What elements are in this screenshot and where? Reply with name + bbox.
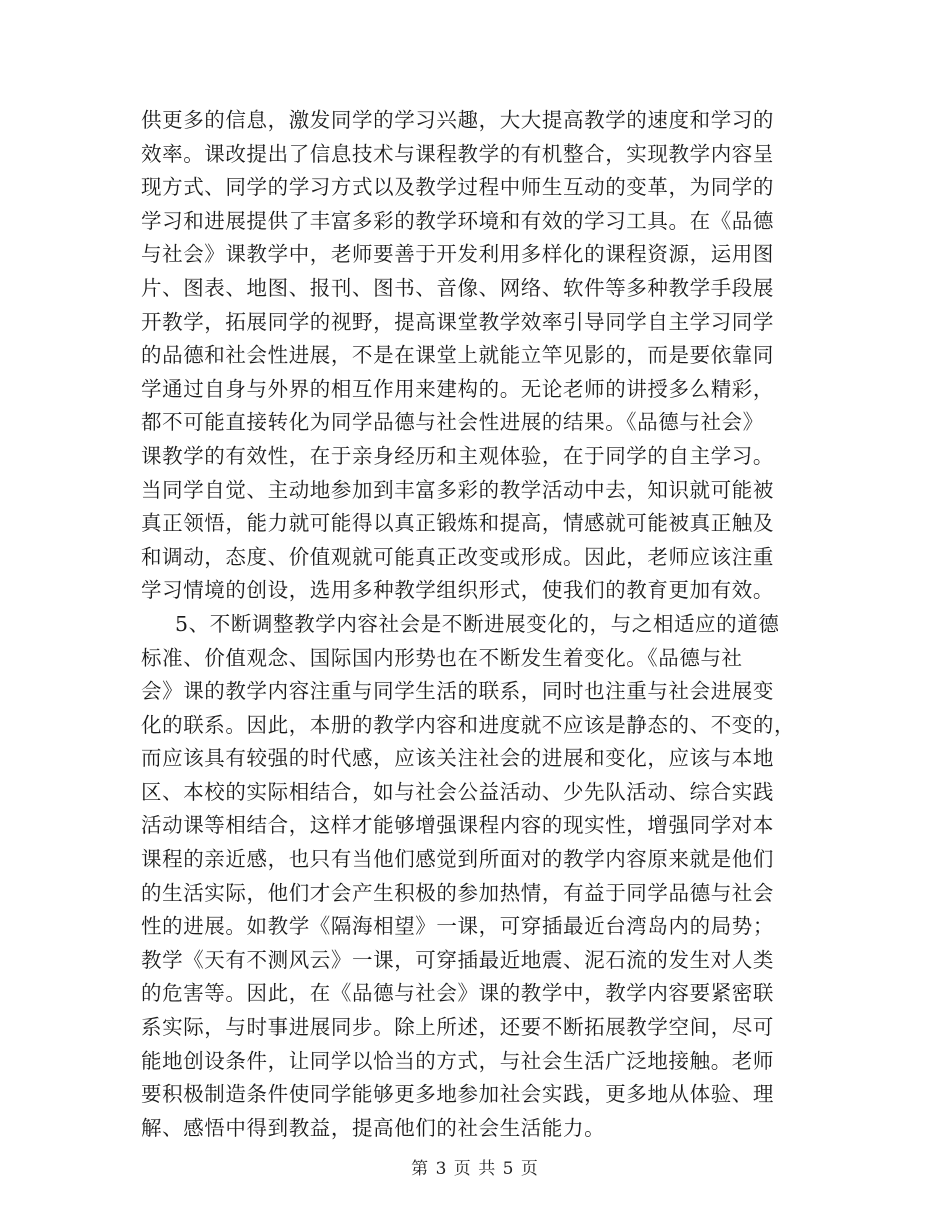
text-line: 的品德和社会性进展，不是在课堂上就能立竿见影的，而是要依靠同 [141,343,774,368]
text-line: 的危害等。因此，在《品德与社会》课的教学中，教学内容要紧密联 [141,981,774,1006]
text-line: 的生活实际，他们才会产生积极的参加热情，有益于同学品德与社会 [141,880,774,905]
text-line: 课程的亲近感，也只有当他们感觉到所面对的教学内容原来就是他们 [141,847,774,872]
text-line: 现方式、同学的学习方式以及教学过程中师生互动的变革，为同学的 [141,175,774,200]
text-line: 标准、价值观念、国际国内形势也在不断发生着变化。《品德与社 [141,645,743,670]
text-line: 学习情境的创设，选用多种教学组织形式，使我们的教育更加有效。 [141,578,774,603]
text-line: 与社会》课教学中，老师要善于开发利用多样化的课程资源，运用图 [141,242,774,267]
text-line: 片、图表、地图、报刊、图书、音像、网络、软件等多种教学手段展 [141,275,774,300]
section-heading-line: 5、不断调整教学内容社会是不断进展变化的，与之相适应的道德 [175,611,780,636]
text-line: 课教学的有效性，在于亲身经历和主观体验，在于同学的自主学习。 [141,443,774,468]
text-line: 化的联系。因此，本册的教学内容和进度就不应该是静态的、不变的， [141,712,796,737]
text-line: 区、本校的实际相结合，如与社会公益活动、少先队活动、综合实践 [141,779,774,804]
text-line: 学习和进展提供了丰富多彩的教学环境和有效的学习工具。在《品德 [141,208,774,233]
text-line: 效率。课改提出了信息技术与课程教学的有机整合，实现教学内容呈 [141,141,774,166]
text-line: 能地创设条件，让同学以恰当的方式，与社会生活广泛地接触。老师 [141,1048,774,1073]
text-line: 教学《天有不测风云》一课，可穿插最近地震、泥石流的发生对人类 [141,947,774,972]
text-line: 和调动，态度、价值观就可能真正改变或形成。因此，老师应该注重 [141,544,774,569]
text-line: 会》课的教学内容注重与同学生活的联系，同时也注重与社会进展变 [141,679,774,704]
page-number-footer: 第 3 页 共 5 页 [411,1159,539,1179]
text-line: 都不可能直接转化为同学品德与社会性进展的结果。《品德与社会》 [141,410,764,435]
text-line: 开教学，拓展同学的视野，提高课堂教学效率引导同学自主学习同学 [141,309,774,334]
text-line: 解、感悟中得到教益，提高他们的社会生活能力。 [141,1115,606,1140]
text-line: 供更多的信息，激发同学的学习兴趣，大大提高教学的速度和学习的 [141,108,774,132]
text-line: 性的进展。如教学《隔海相望》一课，可穿插最近台湾岛内的局势； [141,914,774,939]
text-line: 系实际，与时事进展同步。除上所述，还要不断拓展教学空间，尽可 [141,1015,774,1040]
text-line: 学通过自身与外界的相互作用来建构的。无论老师的讲授多么精彩， [141,376,774,401]
text-line: 当同学自觉、主动地参加到丰富多彩的教学活动中去，知识就可能被 [141,477,774,502]
body-text [141,104,811,1145]
text-line: 而应该具有较强的时代感，应该关注社会的进展和变化，应该与本地 [141,746,774,771]
text-line: 活动课等相结合，这样才能够增强课程内容的现实性，增强同学对本 [141,813,774,838]
text-line: 要积极制造条件使同学能够更多地参加社会实践，更多地从体验、理 [141,1082,774,1107]
text-line: 真正领悟，能力就可能得以真正锻炼和提高，情感就可能被真正触及 [141,511,774,536]
